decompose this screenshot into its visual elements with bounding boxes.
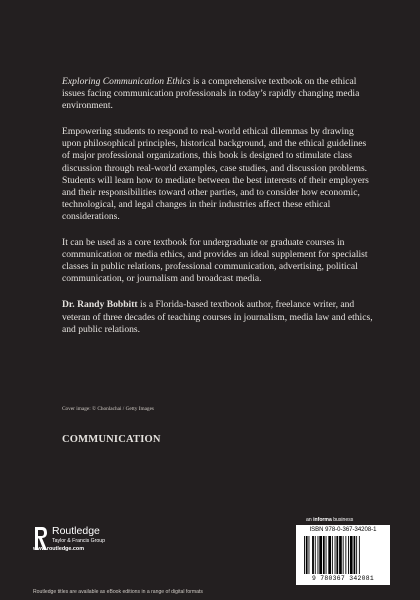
barcode-stripe <box>315 536 316 574</box>
barcode-stripe <box>335 536 336 574</box>
subject-category: COMMUNICATION <box>62 434 161 445</box>
blurb-paragraph-intro <box>62 76 374 112</box>
barcode-stripe <box>319 536 322 574</box>
barcode-stripe <box>354 536 356 574</box>
barcode-stripe <box>312 536 314 574</box>
barcode-stripe <box>318 536 319 574</box>
publisher-group: Taylor & Francis Group <box>52 538 106 544</box>
informa-prefix: an <box>306 517 314 523</box>
informa-tagline <box>306 517 353 523</box>
publisher-name: Routledge <box>52 525 100 537</box>
informa-brand: informa <box>313 517 332 523</box>
blurb-paragraph-usage: It can be used as a core textbook for undergraduate or graduate courses in communication or media ethics, and provides an ideal supplement for specialist classes in public relations, professional communication, advertising, political communication, or journalism and broadcast media. <box>62 237 368 285</box>
barcode-stripe <box>348 536 349 574</box>
barcode-stripe <box>326 536 327 574</box>
barcode-stripe <box>304 536 305 574</box>
barcode-stripe <box>328 536 331 574</box>
back-cover-blurb <box>62 76 374 350</box>
informa-suffix: business <box>331 517 354 523</box>
isbn-label: ISBN 978-0-367-34208-1 <box>309 527 377 533</box>
barcode-stripe <box>343 536 344 574</box>
barcode-stripe <box>306 536 308 574</box>
barcode-stripe <box>309 536 310 574</box>
cover-image-credit: Cover image: © Chonlachai / Getty Images <box>62 406 154 412</box>
barcode-stripe <box>345 536 346 574</box>
intro-text: is a comprehensive textbook on the ethical issues facing communication professionals in today’s rapidly changing media environment. <box>62 76 360 112</box>
barcode-bars <box>304 536 382 574</box>
isbn-barcode <box>296 525 390 585</box>
barcode-stripe <box>339 536 342 574</box>
author-bio <box>62 299 374 335</box>
publisher-url: www.routledge.com <box>33 546 85 552</box>
barcode-stripe <box>356 536 357 574</box>
barcode-stripe <box>350 536 353 574</box>
author-bio-text: is a Florida-based textbook author, freelance writer, and veteran of three decades of teaching courses in journalism, media law and ethics, and public relations. <box>62 299 373 335</box>
barcode-stripe <box>323 536 325 574</box>
blurb-paragraph-description: Empowering students to respond to real-world ethical dilemmas by drawing upon philosophical principles, historical background, and the ethical guidelines of major professional organizations, this book is designed to stimulate class discussion through real-world examples, case studies, and discussion problems. Students will learn how to mediate between the best interests of their employers and their responsibilities toward other parties, and to consider how economic, technological, and legal changes in their industries affect these ethical considerations. <box>62 126 369 222</box>
author-name: Dr. Randy Bobbitt <box>62 299 138 311</box>
routledge-logo <box>33 524 193 558</box>
barcode-digits: 9 780367 342081 <box>311 575 375 582</box>
barcode-stripe <box>359 536 360 574</box>
barcode-stripe <box>332 536 333 574</box>
ebook-availability-note: Routledge titles are available as eBook editions in a range of digital formats <box>33 589 203 595</box>
book-title: Exploring Communication Ethics <box>62 76 191 87</box>
barcode-stripe <box>336 536 338 574</box>
